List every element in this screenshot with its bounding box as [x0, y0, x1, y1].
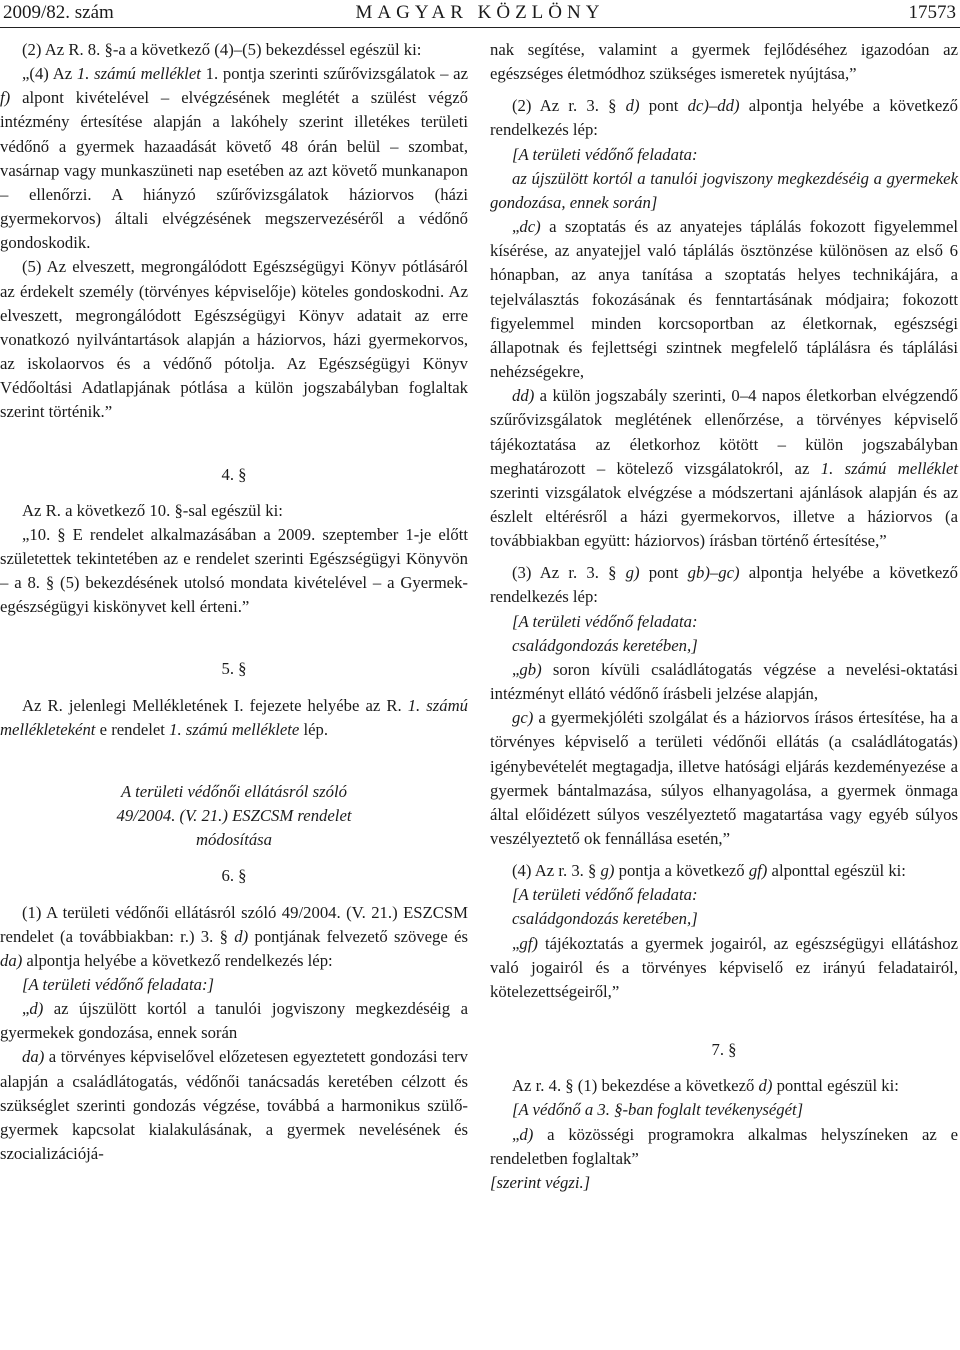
text-run: alponttal egészül ki: [767, 861, 906, 881]
paragraph [490, 94, 958, 142]
text-run: pontja a következő [614, 861, 749, 881]
text-run: a törvényes képviselővel előzetesen egyeztetett gondozási terv alapján a családlátogatás, védőnői tanácsadás keretében célzott és szükséglet szerinti gondozás végzése, továbbá a harmonikus szülő-gyermek kapcsolat kialakulásának, a gyermek nevelésének és szocializációjá- [0, 1047, 468, 1164]
text-run: dc) [519, 217, 541, 237]
text-run: Az r. 4. § (1) bekezdése a következő [512, 1076, 759, 1096]
text-run: tájékoztatás a gyermek jogairól, az egészségügyi ellátáshoz való jogairól és a törvényes képviselő ez irányú feladatairól, kötelezettségeiről,” [490, 933, 958, 1001]
text-run: gc) [512, 708, 534, 728]
paragraph [0, 694, 468, 742]
text-run: d) [29, 999, 44, 1019]
paragraph: nak segítése, valamint a gyermek fejlődéséhez igazodóan az egészséges életmódhoz szükséges ismeretek nyújtása,” [490, 40, 958, 84]
paragraph [490, 706, 958, 851]
text-run: a szoptatás és az anyatejes táplálás fokozott figyelemmel kísérése, az anyatejjel való táplálás ösztönzése különösen az első 6 hónapban, az anya tanítása a szoptatás helyes technikájára, a tejelválasztás fokozásának és fenntartásának módjaira; fokozott figyelemmel minden korcsoportban az életkornak, egészségi állapotnak és fejlettségi szintnek megfelelő táplálásra és táplálási nehézségekre, [490, 217, 958, 382]
paragraph: [A területi védőnő feladata:] [22, 975, 215, 994]
paragraph: [A területi védőnő feladata: [512, 885, 698, 905]
text-run: 1. számú melléklete [169, 719, 300, 739]
paragraph: családgondozás keretében,] [512, 909, 698, 929]
paragraph: Az R. a következő 10. §-sal egészül ki: [22, 500, 283, 520]
text-run: 1. pontja szerinti szűrővizsgálatok – az [200, 64, 469, 84]
text-run: alpontja helyébe a következő rendelkezés lép: [22, 950, 333, 970]
section-heading: 4. § [221, 464, 247, 484]
paragraph [0, 1045, 468, 1166]
issue-number: 2009/82. szám [3, 2, 114, 23]
text-run: soron kívüli családlátogatás végzése a nevelési-oktatási intézményt ellátó védőnő írásbeli jelzése alapján, [490, 659, 958, 704]
text-run: gf) [748, 861, 768, 881]
text-run: gf) [519, 933, 538, 953]
text-run: a gyermekjóléti szolgálat és a háziorvos írásos értesítése, ha a törvényes képviselő a területi védőnői ellátás (a családlátogatás) igénybevételét megtagadja, illetve hatósági eljárás kezdeményezése a gyermek bántalmazása, súlyos elhanyagolása, a gyermek önmaga által előidézett súlyos veszélyeztető magatartása vagy egyéb súlyos veszélyeztető ok fennállása esetén,” [490, 708, 958, 848]
right-column [490, 38, 958, 1195]
text-run: alpontja helyébe a következő rendelkezés lép: [490, 563, 958, 607]
text-run: e rendelet [95, 719, 170, 739]
paragraph [490, 658, 958, 706]
text-run: „ [512, 1124, 520, 1144]
amendment-title: A területi védőnői ellátásról szóló [121, 781, 347, 801]
text-run: d) [625, 96, 640, 116]
text-run: pont [639, 563, 688, 583]
paragraph [490, 859, 958, 883]
paragraph: [szerint végzi.] [490, 1172, 591, 1192]
text-run: da) [0, 950, 23, 970]
text-run: pontjának felvezető szövege és [248, 926, 468, 946]
text-run: (3) Az r. 3. § [512, 563, 626, 583]
text-run: (1) A területi védőnői ellátásról szóló 49/2004. (V. 21.) ESZCSM rendelet (a továbbiakban: r.) 3. § [0, 902, 468, 946]
text-run: d) [234, 926, 249, 946]
text-run: Az R. jelenlegi Mellékletének I. fejezete helyébe az R. [22, 695, 408, 715]
paragraph [0, 997, 468, 1045]
text-run: 1. számú melléklet [820, 458, 958, 478]
text-run: a külön jogszabály szerinti, 0–4 napos életkorban elvégzendő szűrővizsgálatok meglétének ellenőrzése, a törvényes képviselő tájékoztatása az életkorhoz kötött – külön jogszabályban meghatározott – kötelező vizsgálatokról, az [490, 386, 958, 478]
page-header [0, 0, 960, 28]
paragraph: [A területi védőnő feladata: [512, 144, 698, 164]
text-run: d) [519, 1124, 534, 1144]
text-run: alpontja helyébe a következő rendelkezés lép: [490, 96, 958, 140]
section-heading: 7. § [711, 1040, 737, 1060]
paragraph: családgondozás keretében,] [512, 635, 698, 655]
paragraph: (2) Az R. 8. §-a a következő (4)–(5) bekezdéssel egészül ki: [22, 40, 422, 59]
paragraph [490, 1074, 958, 1098]
text-run: (2) Az r. 3. § [512, 96, 626, 116]
text-run: alpont kivételével – elvégzésének meglétét a szülést végző intézmény értesítése alapján a lakóhely szerint illetékes területi védőnő a gyermek hazaadását követő 48 órán belül – szombat, vasárnap vagy munkaszüneti nap esetében az azt követő munkanapon – ellenőrzi. A hiányzó szűrővizsgálatok háziorvos (házi gyermekorvos) általi elvégzésének megszervezéséről a védőnő gondoskodik. [0, 88, 468, 253]
page-number: 17573 [908, 2, 956, 23]
amendment-title: 49/2004. (V. 21.) ESZCSM rendelet [116, 806, 352, 826]
text-run: ponttal egészül ki: [772, 1076, 899, 1096]
paragraph [490, 932, 958, 1004]
text-run: „ [512, 659, 520, 679]
text-run: „ [22, 999, 30, 1019]
text-run: pont [639, 96, 688, 116]
text-run: lép. [299, 719, 329, 739]
text-run: szerinti vizsgálatok elvégzése a módszertani ajánlások alapján és az észlelt eltérésről a házi gyermekorvos, illetve a háziorvos (a továbbiakban együtt: háziorvos) írásban történő értesítése,” [490, 482, 958, 551]
paragraph [490, 215, 958, 384]
section-heading: 5. § [221, 659, 247, 679]
amendment-title: módosítása [195, 830, 273, 850]
header-rule [0, 27, 960, 28]
paragraph [0, 901, 468, 973]
text-run: „ [512, 933, 520, 953]
text-run: 1. számú melléklet [76, 64, 201, 84]
text-run: d) [758, 1076, 773, 1096]
paragraph: [A védőnő a 3. §-ban foglalt tevékenységét] [512, 1100, 804, 1120]
paragraph: „10. § E rendelet alkalmazásában a 2009. szeptember 1-je előtt születettek tekintetében az e rendelet szerinti Egészségügyi Könyvön – a 8. § (5) bekezdésének utolsó mondata kivételével – a Gyermek-egészségügyi kiskönyvet kell érteni.” [0, 524, 468, 617]
text-run: gb)–gc) [687, 563, 740, 583]
text-run: da) [22, 1047, 45, 1067]
text-run: gb) [519, 659, 542, 679]
text-run: (4) Az r. 3. § [512, 861, 601, 881]
text-run: g) [600, 861, 615, 881]
text-run: „ [512, 217, 520, 237]
paragraph [490, 561, 958, 609]
text-run: g) [625, 563, 640, 583]
text-run: az újszülött kortól a tanulói jogviszony megkezdéséig a gyermekek gondozása, ennek során [0, 999, 468, 1043]
text-run: 1. számú mellékleteként [0, 695, 468, 739]
section-heading: 6. § [221, 866, 247, 886]
paragraph: az újszülött kortól a tanulói jogviszony megkezdéséig a gyermekek gondozása, ennek során] [490, 168, 958, 212]
text-run: a közösségi programokra alkalmas helyszíneken az e rendeletben foglaltak” [490, 1124, 958, 1168]
text-run: „(4) Az [22, 64, 77, 84]
text-run: dc)–dd) [687, 96, 740, 116]
text-run: f) [0, 88, 11, 108]
journal-title: MAGYAR KÖZLÖNY [355, 2, 605, 23]
text-run: dd) [512, 386, 535, 406]
paragraph [490, 384, 958, 553]
paragraph: [A területi védőnő feladata: [512, 611, 698, 631]
left-column [0, 38, 468, 1166]
paragraph: (5) Az elveszett, megrongálódott Egészségügyi Könyv pótlásáról az érdekelt személy (törvényes képviselője) köteles gondoskodni. Az elveszett, megrongálódott Egészségügyi Könyv adatait az erre vonatkozó nyilvántartások alapján a háziorvos, házi gyermekorvos, az iskolaorvos és a védőnő pótolja. Az Egészségügyi Könyv Védőoltási Adatlapjának pótlása a külön jogszabályban foglaltak szerint történik.” [0, 257, 468, 422]
paragraph [0, 62, 468, 255]
paragraph [490, 1123, 958, 1171]
